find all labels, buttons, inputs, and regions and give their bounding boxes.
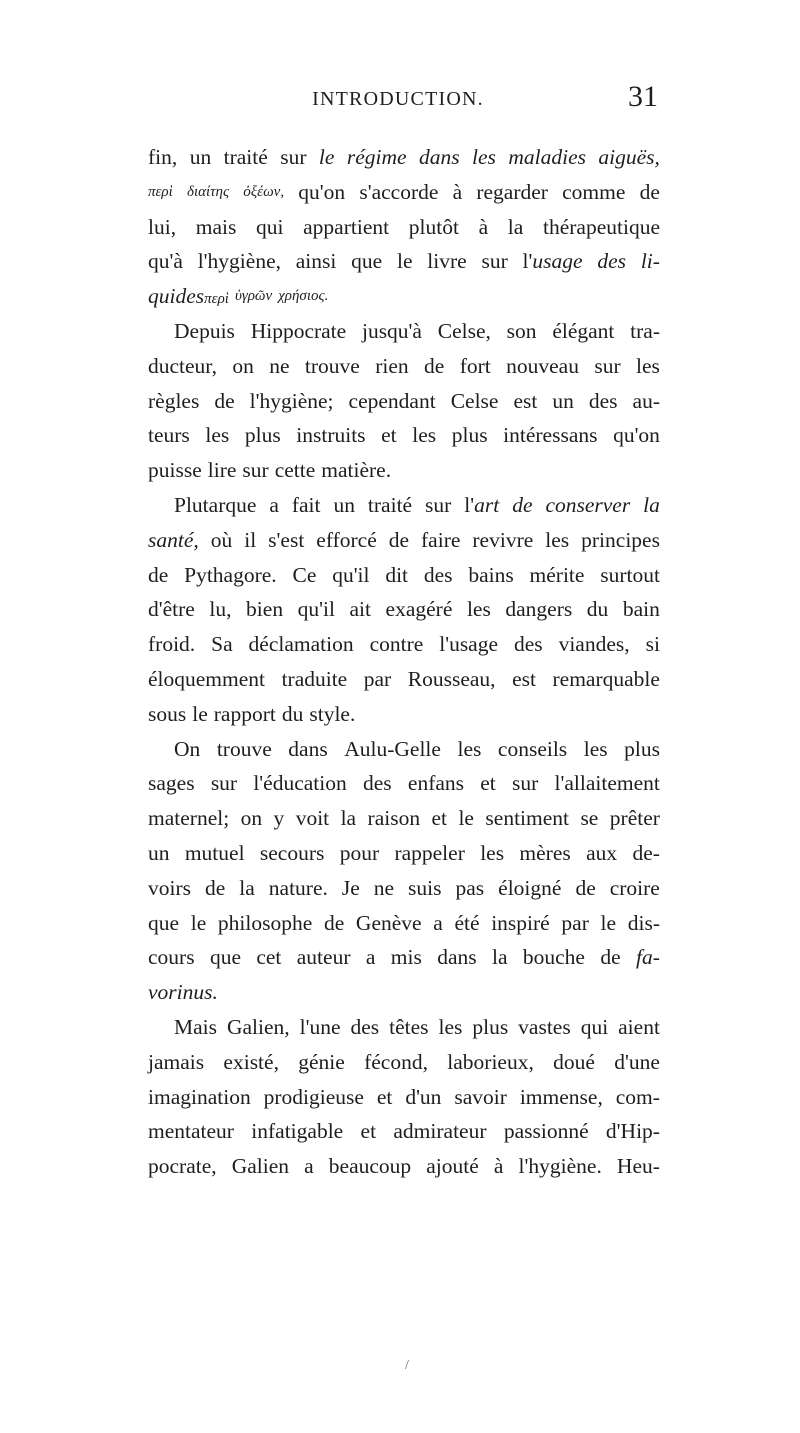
word: de [600, 945, 621, 970]
text-line [148, 349, 660, 384]
word: pocrate, [148, 1154, 217, 1179]
word: par [363, 666, 392, 691]
word: style. [309, 701, 356, 726]
word: à [493, 1154, 504, 1179]
word: auteur [296, 945, 351, 970]
word: Galien, [226, 1014, 290, 1039]
word: comme [562, 179, 626, 204]
word: dans [437, 945, 477, 970]
word: surtout [600, 562, 660, 587]
text-line [148, 1080, 660, 1115]
running-head [148, 80, 658, 124]
word: imagination [148, 1084, 251, 1109]
word: cours [148, 945, 195, 970]
word: conseils [497, 736, 568, 761]
word: de [512, 492, 533, 517]
word: de [639, 179, 660, 204]
text-line [148, 627, 660, 662]
word: le [318, 145, 335, 169]
word: de [148, 562, 169, 587]
word: vastes [518, 1014, 571, 1039]
text-line [148, 940, 660, 975]
word: exagéré [385, 597, 453, 622]
word: διαίτης [186, 183, 230, 200]
word: cette [274, 458, 316, 483]
word: tra- [630, 318, 660, 343]
text-line [148, 244, 660, 279]
word: sur [481, 249, 508, 274]
word-part: , [193, 527, 199, 552]
word: du [586, 597, 609, 622]
word: l'art [464, 492, 500, 517]
word: l'usage [439, 632, 499, 657]
word: que [351, 249, 383, 274]
text-line [148, 453, 660, 488]
word: règles [148, 388, 200, 413]
word: fa- [635, 945, 660, 970]
text-line [148, 1045, 660, 1080]
word: maternel; [148, 806, 230, 831]
text-line [148, 140, 660, 175]
word: Hippocrate [250, 318, 347, 343]
text-line [148, 418, 660, 453]
word: Sa [211, 632, 233, 657]
page-number: 31 [628, 80, 658, 113]
word: sur [242, 458, 269, 483]
word: l'éducation [253, 771, 347, 796]
word: s'est [268, 527, 305, 552]
word: plus [451, 423, 488, 448]
word: les [412, 423, 437, 448]
word: mentateur [148, 1119, 234, 1144]
word: si [645, 632, 660, 657]
word: et [381, 423, 397, 448]
word: des [363, 771, 392, 796]
word: bouche [522, 945, 585, 970]
word: qu'on [298, 179, 346, 204]
word: jamais [148, 1049, 205, 1074]
word: le [396, 249, 413, 274]
word: a [304, 1154, 314, 1179]
word: plus [624, 736, 660, 761]
word-part: περὶ [204, 291, 229, 308]
word: inspiré [491, 910, 550, 935]
word: les [545, 527, 570, 552]
word: ait [349, 597, 371, 622]
word: qu'on [613, 423, 660, 448]
word: sous [148, 701, 187, 726]
word: Aulu-Gelle [344, 736, 441, 761]
word: ne [373, 875, 395, 900]
word: fort [459, 353, 491, 378]
text-line [148, 488, 660, 523]
text-line [148, 732, 660, 767]
word: trouve [304, 353, 360, 378]
word: têtes [389, 1014, 429, 1039]
word: de- [632, 840, 660, 865]
word: Je [341, 875, 360, 900]
word: des [513, 632, 543, 657]
word: puisse [148, 458, 202, 483]
word: instruits [296, 423, 366, 448]
stray-mark: / [405, 1358, 409, 1373]
word: ducteur, [148, 353, 217, 378]
word: l'hygiène. [518, 1154, 602, 1179]
word: conserver [545, 492, 631, 517]
word: on [240, 806, 263, 831]
word: rapport [213, 701, 276, 726]
word: santé, [148, 527, 199, 552]
word: dit [385, 562, 409, 587]
word: Heu- [616, 1154, 660, 1179]
word: a [269, 492, 279, 517]
word: thérapeutique [542, 214, 660, 239]
text-line [148, 801, 660, 836]
word: élégant [552, 318, 615, 343]
word: que [209, 945, 241, 970]
word: est [512, 666, 536, 691]
word: a [365, 945, 376, 970]
word: faire [421, 527, 461, 552]
word: où [210, 527, 233, 552]
word: froid. [148, 632, 196, 657]
text-line [148, 906, 660, 941]
text-line [148, 662, 660, 697]
word: des [597, 249, 627, 274]
word: génie [298, 1049, 345, 1074]
text-line [148, 1149, 660, 1184]
word: l'usage [522, 249, 583, 274]
word: appartient [303, 214, 390, 239]
word: mais [195, 214, 237, 239]
word: bain [622, 597, 660, 622]
word: com- [615, 1084, 660, 1109]
word: la [491, 945, 508, 970]
word: traité [223, 145, 268, 169]
word: et [360, 1119, 377, 1144]
word: déclamation [248, 632, 354, 657]
word: et [480, 771, 496, 796]
word: le [458, 806, 474, 831]
word: dans [288, 736, 328, 761]
word: des [588, 388, 618, 413]
word: mérite [529, 562, 585, 587]
word: efforcé [316, 527, 377, 552]
word: la [239, 875, 255, 900]
word: sur [594, 353, 621, 378]
word: lui, [148, 214, 177, 239]
word: un [552, 388, 574, 413]
word: éloquemment [148, 666, 266, 691]
word: qu'il [332, 562, 370, 587]
word: fin, [148, 145, 178, 169]
word: les [457, 736, 482, 761]
word: de [204, 875, 226, 900]
word: mères [519, 840, 571, 865]
word: bien [246, 597, 284, 622]
word: principes [581, 527, 660, 552]
word: de [388, 527, 410, 552]
text-line [148, 766, 660, 801]
word: ne [269, 353, 290, 378]
word: d'être [148, 597, 195, 622]
word: les [205, 423, 230, 448]
word: laborieux, [447, 1049, 534, 1074]
word: intéressans [503, 423, 598, 448]
word: les [472, 145, 496, 169]
word: voirs [148, 875, 191, 900]
word: sur [512, 771, 539, 796]
word: secours [259, 840, 325, 865]
text-line [148, 871, 660, 906]
word: les [636, 353, 660, 378]
word: le [600, 910, 617, 935]
word: lu, [209, 597, 232, 622]
word: été [454, 910, 480, 935]
word: des [423, 562, 453, 587]
word: περὶ [148, 183, 173, 200]
word: pas [455, 875, 485, 900]
word: maladies [508, 145, 586, 169]
word: On [174, 736, 201, 761]
word: les [583, 736, 608, 761]
word: existé, [223, 1049, 279, 1074]
word: mutuel [184, 840, 245, 865]
word: qu'à [148, 249, 183, 274]
word: la [340, 806, 357, 831]
text-line [148, 314, 660, 349]
word: les [438, 1014, 463, 1039]
text-line [148, 175, 660, 210]
word: se [580, 806, 599, 831]
word: au- [632, 388, 660, 413]
word: pour [339, 840, 380, 865]
word: Celse, [437, 318, 491, 343]
word: et [431, 806, 448, 831]
word: Rousseau, [407, 666, 496, 691]
word: d'une [614, 1049, 660, 1074]
word: Mais [174, 1014, 217, 1039]
word-part: usage [532, 249, 583, 274]
word: est [513, 388, 538, 413]
word: enfans [407, 771, 465, 796]
word: revivre [472, 527, 534, 552]
word: de [424, 353, 445, 378]
word: de [214, 388, 235, 413]
word: d'Hip- [605, 1119, 660, 1144]
word: regarder [476, 179, 548, 204]
word: aient [618, 1014, 660, 1039]
word: un [189, 145, 212, 169]
word: l'une [299, 1014, 341, 1039]
word: lire [207, 458, 237, 483]
word: traduite [281, 666, 348, 691]
word: Genève [355, 910, 422, 935]
word: et [376, 1084, 393, 1109]
word: plus [244, 423, 281, 448]
text-line [148, 523, 660, 558]
word: son [506, 318, 537, 343]
word: les [466, 597, 491, 622]
word: sur [425, 492, 452, 517]
word: un [148, 840, 170, 865]
word: viandes, [558, 632, 630, 657]
word: la [507, 214, 524, 239]
word: qui [256, 214, 284, 239]
running-title: INTRODUCTION. [312, 88, 484, 110]
word: à [452, 179, 463, 204]
word: plutôt [408, 214, 459, 239]
word: qui [580, 1014, 609, 1039]
word: admirateur [393, 1119, 487, 1144]
word: infatigable [251, 1119, 344, 1144]
word: quidesπερὶ [148, 284, 229, 309]
word: y [273, 806, 285, 831]
word: l'hygiène, [197, 249, 281, 274]
word: dans [418, 145, 460, 169]
word: Pythagore. [184, 562, 277, 587]
word: passionné [503, 1119, 589, 1144]
word: sur [210, 771, 238, 796]
word: livre [427, 249, 467, 274]
word: doué [553, 1049, 595, 1074]
word: nature. [268, 875, 328, 900]
body-text [148, 140, 660, 1184]
text-line [148, 558, 660, 593]
word: éloigné [498, 875, 562, 900]
text-line [148, 279, 660, 314]
word: croire [609, 875, 660, 900]
word-part: , [654, 145, 660, 169]
word: aiguës, [598, 145, 660, 169]
text-line [148, 1010, 660, 1045]
word: fécond, [364, 1049, 428, 1074]
text-line [148, 975, 660, 1010]
text-line [148, 697, 660, 732]
word: remarquable [552, 666, 660, 691]
word: Depuis [174, 318, 235, 343]
word: à [478, 214, 489, 239]
word: cependant [348, 388, 436, 413]
word: a [433, 910, 443, 935]
word-part: , [280, 183, 285, 200]
word: beaucoup [328, 1154, 412, 1179]
word: d'un [405, 1084, 442, 1109]
word: trouve [216, 736, 272, 761]
word: li- [640, 249, 660, 274]
word: sentiment [485, 806, 570, 831]
word: Galien [231, 1154, 290, 1179]
word: bains [468, 562, 514, 587]
word: matière. [321, 458, 392, 483]
word: prêter [609, 806, 660, 831]
word: aux [586, 840, 618, 865]
word: Plutarque [174, 492, 257, 517]
word: savoir [454, 1084, 507, 1109]
word: par [561, 910, 589, 935]
word: s'accorde [359, 179, 439, 204]
word: ὑγρῶν [234, 288, 273, 305]
word: teurs [148, 423, 190, 448]
word: raison [367, 806, 421, 831]
word: ὀξέων, [243, 183, 285, 200]
word: de [575, 875, 596, 900]
word: traité [367, 492, 413, 517]
word: dis- [627, 910, 660, 935]
word: rien [375, 353, 409, 378]
word: Celse [450, 388, 499, 413]
word: dangers [505, 597, 573, 622]
word: mis [390, 945, 422, 970]
word: du [281, 701, 304, 726]
word: sur [280, 145, 307, 169]
word: on [232, 353, 254, 378]
word: les [480, 840, 505, 865]
word: philosophe [217, 910, 313, 935]
word: le [192, 701, 208, 726]
word: rappeler [394, 840, 465, 865]
word-part: art [474, 492, 500, 517]
word: ainsi [295, 249, 337, 274]
text-line [148, 1114, 660, 1149]
text-line [148, 210, 660, 245]
text-line [148, 384, 660, 419]
word: un [333, 492, 355, 517]
word: que [148, 910, 180, 935]
word: jusqu'à [361, 318, 422, 343]
word: Ce [292, 562, 317, 587]
word: des [350, 1014, 380, 1039]
word: l'allaitement [554, 771, 660, 796]
word: l'hygiène; [249, 388, 334, 413]
word: sages [148, 771, 195, 796]
word: suis [408, 875, 442, 900]
text-line [148, 836, 660, 871]
word: ajouté [426, 1154, 479, 1179]
word: prodigieuse [263, 1084, 364, 1109]
word: le [190, 910, 207, 935]
word: qu'il [297, 597, 335, 622]
word: régime [346, 145, 407, 169]
word: il [244, 527, 257, 552]
word: vorinus. [148, 980, 218, 1005]
word: χρήσιος. [278, 288, 329, 305]
word: contre [369, 632, 424, 657]
word: nouveau [506, 353, 579, 378]
word: fait [291, 492, 321, 517]
text-line [148, 592, 660, 627]
word: cet [256, 945, 282, 970]
word: de [323, 910, 345, 935]
word: plus [472, 1014, 509, 1039]
word: immense, [519, 1084, 603, 1109]
word: la [643, 492, 660, 517]
word: voit [295, 806, 330, 831]
